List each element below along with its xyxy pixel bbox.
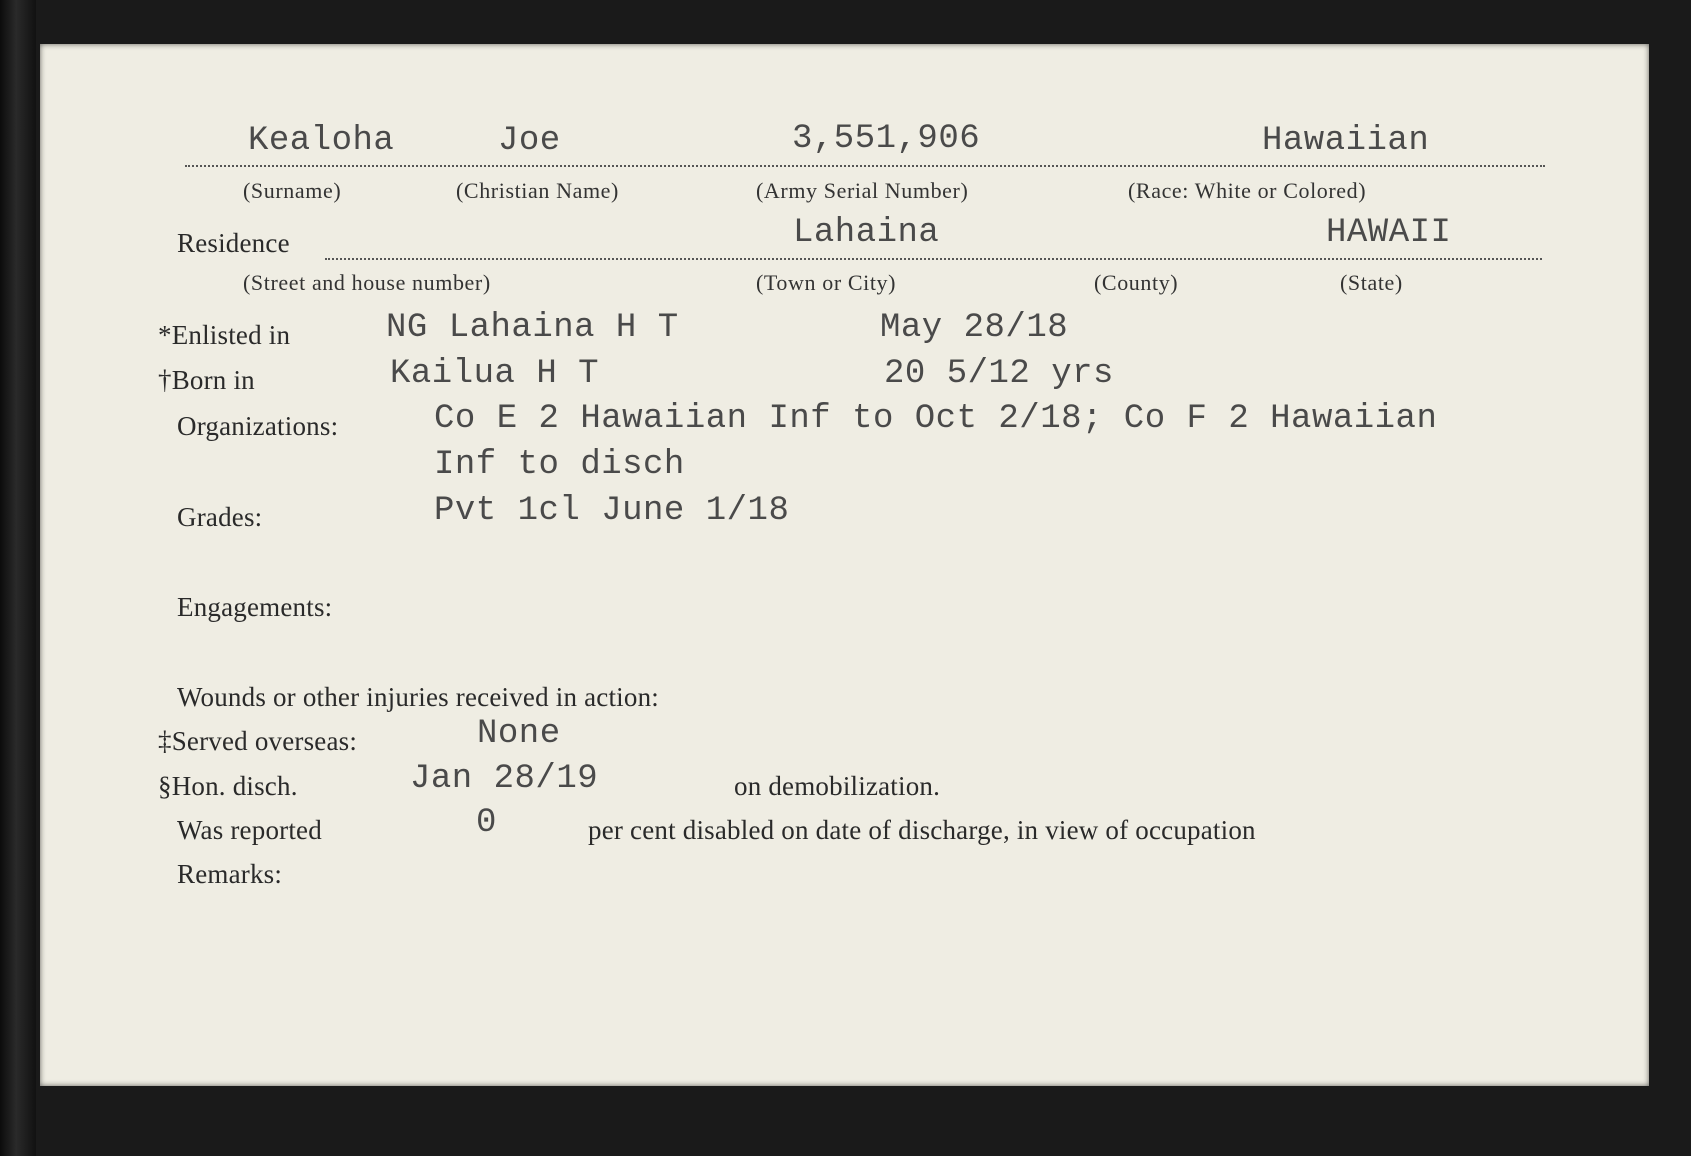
state-value: HAWAII — [1326, 214, 1452, 252]
name-dotted-line — [185, 165, 1545, 167]
service-record-card — [40, 44, 1649, 1086]
serial-number-caption: (Army Serial Number) — [756, 178, 969, 203]
organizations-value-line1: Co E 2 Hawaiian Inf to Oct 2/18; Co F 2 Hawaiian — [434, 400, 1438, 438]
discharge-date-value: Jan 28/19 — [410, 760, 599, 798]
binder-edge — [0, 0, 36, 1156]
surname-caption: (Surname) — [243, 178, 342, 203]
discharge-suffix: on demobilization. — [734, 771, 941, 801]
honorable-discharge-label: §Hon. disch. — [158, 771, 298, 801]
served-overseas-label: ‡Served overseas: — [158, 726, 358, 756]
christian-name-value: Joe — [498, 122, 561, 160]
remarks-label: Remarks: — [177, 859, 283, 889]
state-caption: (State) — [1340, 270, 1403, 295]
town-value: Lahaina — [793, 214, 940, 252]
street-caption: (Street and house number) — [243, 270, 491, 295]
christian-name-caption: (Christian Name) — [456, 178, 619, 203]
born-age-value: 20 5/12 yrs — [884, 355, 1114, 393]
wounds-label: Wounds or other injuries received in action: — [177, 682, 659, 712]
engagements-label: Engagements: — [177, 592, 333, 622]
served-overseas-value: None — [477, 715, 561, 753]
residence-label: Residence — [177, 228, 290, 258]
enlisted-date-value: May 28/18 — [880, 309, 1069, 347]
race-caption: (Race: White or Colored) — [1128, 178, 1367, 203]
grades-label: Grades: — [177, 502, 263, 532]
born-label: †Born in — [158, 365, 255, 395]
town-caption: (Town or City) — [756, 270, 897, 295]
organizations-value-line2: Inf to disch — [434, 446, 685, 484]
organizations-label: Organizations: — [177, 411, 339, 441]
grades-value: Pvt 1cl June 1/18 — [434, 492, 790, 530]
residence-dotted-line — [325, 258, 1542, 260]
county-caption: (County) — [1094, 270, 1179, 295]
enlisted-label: *Enlisted in — [158, 320, 291, 350]
born-place-value: Kailua H T — [390, 355, 600, 393]
enlisted-place-value: NG Lahaina H T — [386, 309, 679, 347]
disability-percent-value: 0 — [476, 804, 497, 842]
was-reported-label: Was reported — [177, 815, 322, 845]
serial-number-value: 3,551,906 — [792, 120, 981, 158]
race-value: Hawaiian — [1262, 122, 1430, 160]
surname-value: Kealoha — [248, 122, 395, 160]
was-reported-suffix: per cent disabled on date of discharge, in view of occupation — [588, 815, 1256, 845]
